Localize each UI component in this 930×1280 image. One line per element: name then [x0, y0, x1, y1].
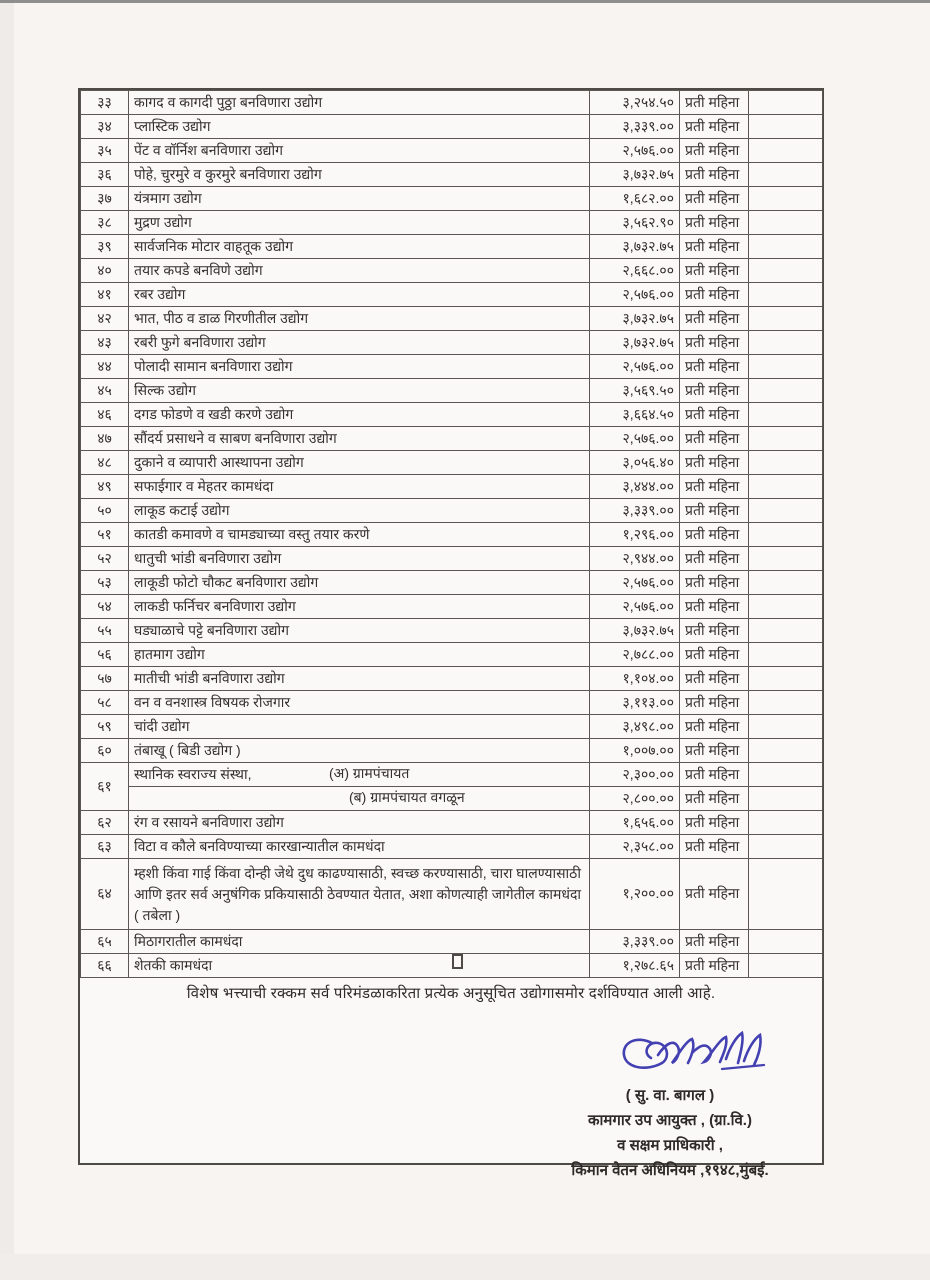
- unit-cell: प्रती महिना: [680, 163, 749, 187]
- serial-number-cell: ५१: [81, 523, 129, 547]
- amount-cell: ३,५६९.५०: [590, 379, 680, 403]
- sub-item-label: (ब) ग्रामपंचायत वगळून: [349, 789, 465, 805]
- unit-cell: प्रती महिना: [680, 355, 749, 379]
- empty-cell: [749, 163, 823, 187]
- amount-cell: ३,७३२.७५: [590, 307, 680, 331]
- unit-cell: प्रती महिना: [680, 811, 749, 835]
- scan-edge-top: [0, 0, 930, 3]
- serial-number-cell: ५९: [81, 715, 129, 739]
- industry-name-cell: म्हशी किंवा गाई किंवा दोन्ही जेथे दुध काढण्यासाठी, स्वच्छ करण्यासाठी, चारा घालण्यासाठी आणि इतर सर्व अनुषंगिक प्रकियासाठी ठेवण्यात येतात, अशा कोणत्याही जागेतील कामधंदा ( तबेला ): [129, 859, 590, 930]
- industry-name-cell: रंग व रसायने बनविणारा उद्योग: [129, 811, 590, 835]
- empty-cell: [749, 619, 823, 643]
- amount-cell: २,५७६.००: [590, 283, 680, 307]
- signatory-title-1: कामगार उप आयुक्त , (ग्रा.वि.): [588, 1112, 752, 1129]
- industry-name-cell: लाकडी फर्निचर बनविणारा उद्योग: [129, 595, 590, 619]
- unit-cell: प्रती महिना: [680, 379, 749, 403]
- table-row: [81, 283, 823, 307]
- unit-cell: प्रती महिना: [680, 835, 749, 859]
- table-row: [81, 451, 823, 475]
- empty-cell: [749, 787, 823, 811]
- amount-cell: १,२००.००: [590, 859, 680, 930]
- document-border-box: [78, 88, 824, 1179]
- empty-cell: [749, 499, 823, 523]
- serial-number-cell: ५६: [81, 643, 129, 667]
- empty-cell: [749, 187, 823, 211]
- serial-number-cell: ५०: [81, 499, 129, 523]
- serial-number-cell: ६१: [81, 763, 129, 811]
- amount-cell: ३,७३२.७५: [590, 619, 680, 643]
- serial-number-cell: ५५: [81, 619, 129, 643]
- unit-cell: प्रती महिना: [680, 787, 749, 811]
- table-row: [81, 91, 823, 115]
- table-row: [81, 355, 823, 379]
- table-row: [81, 187, 823, 211]
- signature-ink-scribble-icon: [618, 1025, 768, 1083]
- unit-cell: प्रती महिना: [680, 595, 749, 619]
- empty-cell: [749, 547, 823, 571]
- table-row: [81, 619, 823, 643]
- amount-cell: ३,३३९.००: [590, 499, 680, 523]
- amount-cell: २,५७६.००: [590, 571, 680, 595]
- amount-cell: ३,७३२.७५: [590, 235, 680, 259]
- unit-cell: प्रती महिना: [680, 619, 749, 643]
- amount-cell: ३,६६४.५०: [590, 403, 680, 427]
- unit-cell: प्रती महिना: [680, 547, 749, 571]
- empty-cell: [749, 451, 823, 475]
- industry-name-cell: पोलादी सामान बनविणारा उद्योग: [129, 355, 590, 379]
- industry-name-cell: [129, 787, 590, 811]
- serial-number-cell: ६०: [81, 739, 129, 763]
- amount-cell: २,७८८.००: [590, 643, 680, 667]
- serial-number-cell: ६६: [81, 954, 129, 978]
- table-row: [81, 547, 823, 571]
- industry-name-cell: यंत्रमाग उद्योग: [129, 187, 590, 211]
- table-row: [81, 427, 823, 451]
- empty-cell: [749, 403, 823, 427]
- serial-number-cell: ३५: [81, 139, 129, 163]
- amount-cell: २,८००.००: [590, 787, 680, 811]
- serial-number-cell: ४०: [81, 259, 129, 283]
- amount-cell: २,५७६.००: [590, 355, 680, 379]
- unit-cell: प्रती महिना: [680, 643, 749, 667]
- industry-name-cell: दुकाने व व्यापारी आस्थापना उद्योग: [129, 451, 590, 475]
- table-row: [81, 739, 823, 763]
- serial-number-cell: ३३: [81, 91, 129, 115]
- empty-cell: [749, 859, 823, 930]
- serial-number-cell: ४१: [81, 283, 129, 307]
- empty-cell: [749, 475, 823, 499]
- table-row: [81, 163, 823, 187]
- table-row: [81, 475, 823, 499]
- page-tab-mark: [452, 954, 463, 969]
- table-row: [81, 115, 823, 139]
- empty-cell: [749, 331, 823, 355]
- table-row: [81, 403, 823, 427]
- amount-cell: २,५७६.००: [590, 595, 680, 619]
- serial-number-cell: ५३: [81, 571, 129, 595]
- unit-cell: प्रती महिना: [680, 715, 749, 739]
- table-row: [81, 715, 823, 739]
- industry-name-cell: दगड फोडणे व खडी करणे उद्योग: [129, 403, 590, 427]
- amount-cell: ३,३३९.००: [590, 115, 680, 139]
- empty-cell: [749, 739, 823, 763]
- unit-cell: प्रती महिना: [680, 739, 749, 763]
- unit-cell: प्रती महिना: [680, 235, 749, 259]
- amount-cell: १,१०४.००: [590, 667, 680, 691]
- amount-cell: २,५७६.००: [590, 427, 680, 451]
- table-row: [81, 211, 823, 235]
- industry-name-cell: चांदी उद्योग: [129, 715, 590, 739]
- serial-number-cell: ३८: [81, 211, 129, 235]
- unit-cell: प्रती महिना: [680, 667, 749, 691]
- amount-cell: २,९४४.००: [590, 547, 680, 571]
- empty-cell: [749, 139, 823, 163]
- industry-name-cell: भात, पीठ व डाळ गिरणीतील उद्योग: [129, 307, 590, 331]
- empty-cell: [749, 571, 823, 595]
- unit-cell: प्रती महिना: [680, 283, 749, 307]
- empty-cell: [749, 91, 823, 115]
- scan-edge-shade-left: [0, 0, 14, 1280]
- unit-cell: प्रती महिना: [680, 930, 749, 954]
- table-row: [81, 571, 823, 595]
- unit-cell: प्रती महिना: [680, 91, 749, 115]
- table-row: [81, 667, 823, 691]
- empty-cell: [749, 355, 823, 379]
- empty-cell: [749, 211, 823, 235]
- industry-name-cell: शेतकी कामधंदा: [129, 954, 590, 978]
- amount-cell: ३,२५४.५०: [590, 91, 680, 115]
- empty-cell: [749, 643, 823, 667]
- special-allowance-note: विशेष भत्त्याची रक्कम सर्व परिमंडळाकरिता प्रत्येक अनुसूचित उद्योगासमोर दर्शविण्यात आली आहे.: [186, 985, 716, 1002]
- serial-number-cell: ४५: [81, 379, 129, 403]
- unit-cell: प्रती महिना: [680, 259, 749, 283]
- industry-name-cell: मिठागरातील कामधंदा: [129, 930, 590, 954]
- unit-cell: प्रती महिना: [680, 475, 749, 499]
- signature-block: [520, 1065, 820, 1180]
- industry-name-cell: प्लास्टिक उद्योग: [129, 115, 590, 139]
- empty-cell: [749, 667, 823, 691]
- industry-name-cell: सफाईगार व मेहतर कामधंदा: [129, 475, 590, 499]
- table-row: [81, 259, 823, 283]
- amount-cell: २,६६८.००: [590, 259, 680, 283]
- industry-name-cell: वन व वनशास्त्र विषयक रोजगार: [129, 691, 590, 715]
- empty-cell: [749, 691, 823, 715]
- unit-cell: प्रती महिना: [680, 571, 749, 595]
- serial-number-cell: ३६: [81, 163, 129, 187]
- unit-cell: प्रती महिना: [680, 499, 749, 523]
- serial-number-cell: ४३: [81, 331, 129, 355]
- serial-number-cell: ५२: [81, 547, 129, 571]
- signatory-title-3: किमान वेतन अधिनियम ,१९४८,मुंबई.: [571, 1162, 769, 1179]
- empty-cell: [749, 427, 823, 451]
- table-row: [81, 523, 823, 547]
- amount-cell: ३,०५६.४०: [590, 451, 680, 475]
- unit-cell: प्रती महिना: [680, 427, 749, 451]
- amount-cell: ३,३३९.००: [590, 930, 680, 954]
- empty-cell: [749, 811, 823, 835]
- unit-cell: प्रती महिना: [680, 403, 749, 427]
- empty-cell: [749, 259, 823, 283]
- industry-name-cell: पेंट व वॉर्निश बनविणारा उद्योग: [129, 139, 590, 163]
- industry-name-cell: तयार कपडे बनविणे उद्योग: [129, 259, 590, 283]
- unit-cell: प्रती महिना: [680, 691, 749, 715]
- table-row: [81, 307, 823, 331]
- amount-cell: ३,११३.००: [590, 691, 680, 715]
- amount-cell: २,३००.००: [590, 763, 680, 787]
- serial-number-cell: ५८: [81, 691, 129, 715]
- serial-number-cell: ६३: [81, 835, 129, 859]
- table-row: [81, 930, 823, 954]
- table-row: [81, 379, 823, 403]
- serial-number-cell: ४४: [81, 355, 129, 379]
- industry-name-cell: रबरी फुगे बनविणारा उद्योग: [129, 331, 590, 355]
- serial-number-cell: ६२: [81, 811, 129, 835]
- minimum-wage-table: [80, 90, 823, 978]
- unit-cell: प्रती महिना: [680, 763, 749, 787]
- unit-cell: प्रती महिना: [680, 211, 749, 235]
- unit-cell: प्रती महिना: [680, 954, 749, 978]
- serial-number-cell: ४७: [81, 427, 129, 451]
- industry-name-cell: पोहे, चुरमुरे व कुरमुरे बनविणारा उद्योग: [129, 163, 590, 187]
- empty-cell: [749, 283, 823, 307]
- industry-name-cell: रबर उद्योग: [129, 283, 590, 307]
- industry-name-cell: मुद्रण उद्योग: [129, 211, 590, 235]
- empty-cell: [749, 835, 823, 859]
- industry-name-cell: सौंदर्य प्रसाधने व साबण बनविणारा उद्योग: [129, 427, 590, 451]
- amount-cell: ३,७३२.७५: [590, 163, 680, 187]
- footer-area: [80, 957, 822, 1179]
- serial-number-cell: ६५: [81, 930, 129, 954]
- industry-name-cell: कागद व कागदी पुठ्ठा बनविणारा उद्योग: [129, 91, 590, 115]
- serial-number-cell: ४९: [81, 475, 129, 499]
- unit-cell: प्रती महिना: [680, 523, 749, 547]
- empty-cell: [749, 715, 823, 739]
- empty-cell: [749, 379, 823, 403]
- industry-name-cell: सिल्क उद्योग: [129, 379, 590, 403]
- unit-cell: प्रती महिना: [680, 859, 749, 930]
- empty-cell: [749, 115, 823, 139]
- unit-cell: प्रती महिना: [680, 307, 749, 331]
- unit-cell: प्रती महिना: [680, 331, 749, 355]
- industry-name-cell: हातमाग उद्योग: [129, 643, 590, 667]
- amount-cell: १,२७८.६५: [590, 954, 680, 978]
- industry-name-cell: सार्वजनिक मोटार वाहतूक उद्योग: [129, 235, 590, 259]
- industry-name-cell: [129, 763, 590, 787]
- serial-number-cell: ५४: [81, 595, 129, 619]
- amount-cell: २,३५८.००: [590, 835, 680, 859]
- amount-cell: ३,४४४.००: [590, 475, 680, 499]
- serial-number-cell: ३७: [81, 187, 129, 211]
- unit-cell: प्रती महिना: [680, 451, 749, 475]
- amount-cell: २,५७६.००: [590, 139, 680, 163]
- table-row: [81, 787, 823, 811]
- industry-name-cell: तंबाखू ( बिडी उद्योग ): [129, 739, 590, 763]
- amount-cell: ३,५६२.९०: [590, 211, 680, 235]
- empty-cell: [749, 930, 823, 954]
- industry-name-cell: लाकूड कटाई उद्योग: [129, 499, 590, 523]
- amount-cell: ३,४९८.००: [590, 715, 680, 739]
- unit-cell: प्रती महिना: [680, 187, 749, 211]
- empty-cell: [749, 235, 823, 259]
- table-row: [81, 835, 823, 859]
- signatory-name: ( सु. वा. बागल ): [625, 1087, 715, 1104]
- industry-name-cell: कातडी कमावणे व चामड्याच्या वस्तु तयार करणे: [129, 523, 590, 547]
- industry-name-cell: धातुची भांडी बनविणारा उद्योग: [129, 547, 590, 571]
- industry-name-cell: विटा व कौले बनविण्याच्या कारखान्यातील कामधंदा: [129, 835, 590, 859]
- unit-cell: प्रती महिना: [680, 115, 749, 139]
- table-row: [81, 139, 823, 163]
- amount-cell: १,२९६.००: [590, 523, 680, 547]
- table-row: [81, 691, 823, 715]
- wage-table-body: [81, 91, 823, 978]
- amount-cell: ३,७३२.७५: [590, 331, 680, 355]
- table-row: [81, 499, 823, 523]
- serial-number-cell: ३४: [81, 115, 129, 139]
- table-row: [81, 595, 823, 619]
- serial-number-cell: ३९: [81, 235, 129, 259]
- amount-cell: १,६५६.००: [590, 811, 680, 835]
- table-row: [81, 811, 823, 835]
- industry-name-cell: मातीची भांडी बनविणारा उद्योग: [129, 667, 590, 691]
- table-row: [81, 235, 823, 259]
- signatory-title-2: व सक्षम प्राधिकारी ,: [617, 1137, 723, 1154]
- empty-cell: [749, 307, 823, 331]
- industry-name-cell: लाकूडी फोटो चौकट बनविणारा उद्योग: [129, 571, 590, 595]
- table-row: [81, 859, 823, 930]
- table-row: [81, 331, 823, 355]
- serial-number-cell: ५७: [81, 667, 129, 691]
- serial-number-cell: ४८: [81, 451, 129, 475]
- unit-cell: प्रती महिना: [680, 139, 749, 163]
- scan-edge-shade-bottom: [0, 1254, 930, 1280]
- serial-number-cell: ४२: [81, 307, 129, 331]
- empty-cell: [749, 763, 823, 787]
- table-row: [81, 643, 823, 667]
- table-row: [81, 763, 823, 787]
- serial-number-cell: ६४: [81, 859, 129, 930]
- empty-cell: [749, 595, 823, 619]
- industry-name: स्थानिक स्वराज्य संस्था,: [134, 765, 252, 782]
- serial-number-cell: ४६: [81, 403, 129, 427]
- industry-name-cell: घड्याळाचे पट्टे बनविणारा उद्योग: [129, 619, 590, 643]
- amount-cell: १,००७.००: [590, 739, 680, 763]
- empty-cell: [749, 523, 823, 547]
- sub-item-label: (अ) ग्रामपंचायत: [329, 765, 410, 781]
- amount-cell: १,६८२.००: [590, 187, 680, 211]
